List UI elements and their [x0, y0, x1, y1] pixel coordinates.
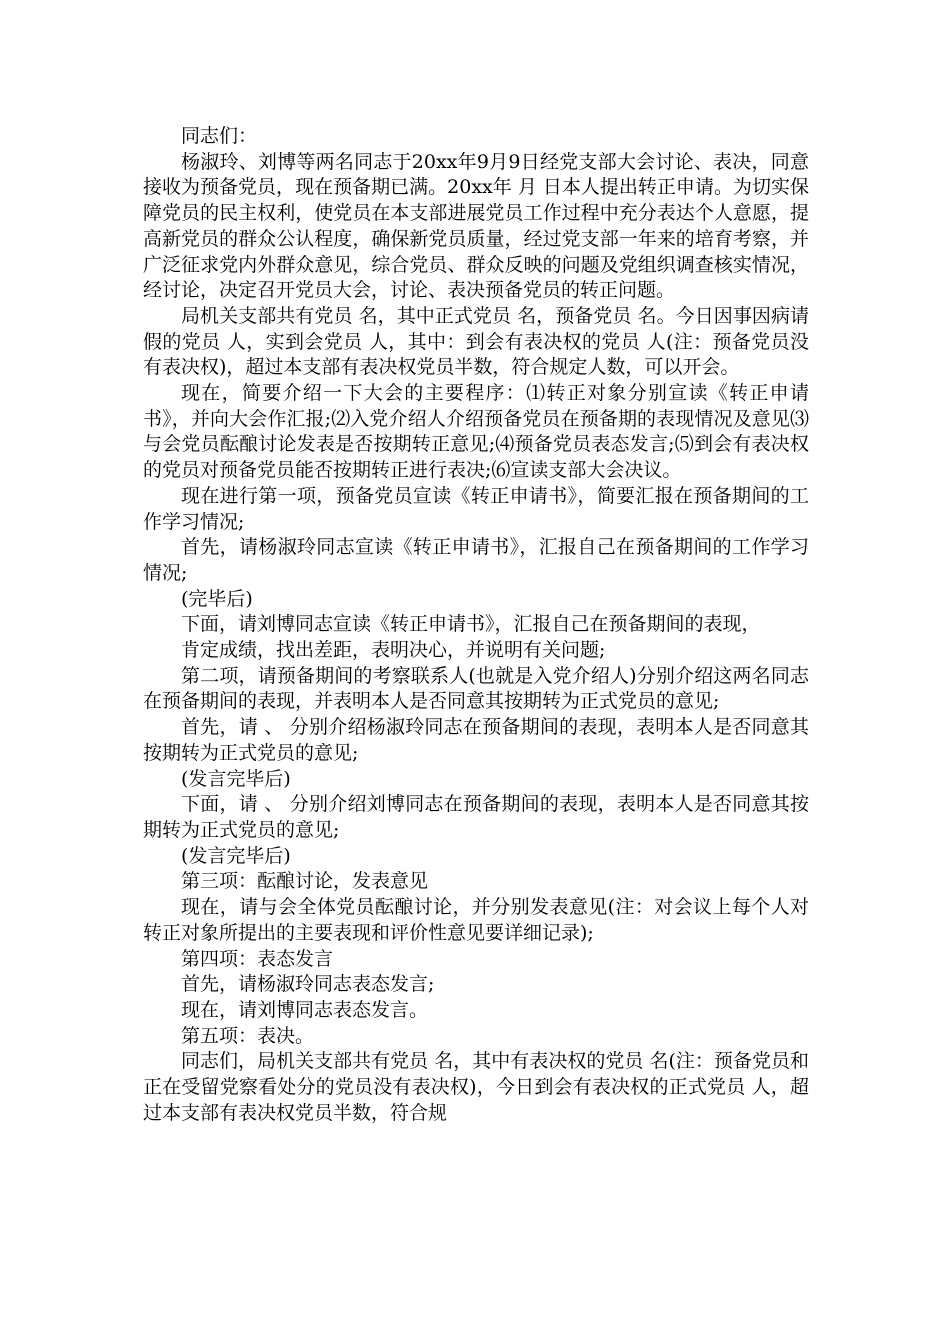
paragraph-item-four: 第四项：表态发言 [181, 947, 334, 970]
paragraph-statement-first: 首先，请杨淑玲同志表态发言; [181, 973, 435, 996]
paragraph-first-reading: 首先，请杨淑玲同志宣读《转正申请书》，汇报自己在预备期间的工作学习情况; [143, 536, 809, 584]
paragraph-second-reading: 下面，请刘博同志宣读《转正申请书》，汇报自己在预备期间的表现， [181, 613, 761, 636]
paragraph-background: 杨淑玲、刘博等两名同志于20xx年9月9日经党支部大会讨论、表决，同意接收为预备党员，现在预备期已满。20xx年 月 日本人提出转正申请。为切实保障党员的民主权利，使党员在本支部进展党员工作过程中充分表达个人意愿，提高新党员的群众公认程度，确保新党员质量，经过党支部一年来的培育考察，并广泛征求党内外群众意见，综合党员、群众反映的问题及党组织调查核实情况，经讨论，决定召开党员大会，讨论、表决预备党员的转正问题。 [143, 150, 809, 302]
paragraph-introducer-first: 首先，请 、 分别介绍杨淑玲同志在预备期间的表现，表明本人是否同意其按期转为正式党员的意见; [143, 716, 809, 764]
paragraph-affirm: 肯定成绩，找出差距，表明决心，并说明有关问题; [181, 639, 606, 662]
paragraph-item-one: 现在进行第一项，预备党员宣读《转正申请书》，简要汇报在预备期间的工作学习情况; [143, 484, 809, 533]
paragraph-statement-second: 现在，请刘博同志表态发言。 [181, 998, 429, 1021]
paragraph-item-three: 第三项：酝酿讨论，发表意见 [181, 870, 429, 893]
paragraph-discussion: 现在，请与会全体党员酝酿讨论，并分别发表意见(注：对会议上每个人对转正对象所提出的主要表现和评价性意见要详细记录); [143, 896, 809, 944]
paragraph-note-finished: (完毕后) [181, 587, 253, 610]
paragraph-note-speech-finished: (发言完毕后) [181, 767, 291, 790]
paragraph-vote: 同志们，局机关支部共有党员 名，其中有表决权的党员 名(注：预备党员和正在受留党察看处分的党员没有表决权)，今日到会有表决权的正式党员 人，超过本支部有表决权党员半数，符合规 [143, 1050, 809, 1124]
paragraph-item-two: 第二项，请预备期间的考察联系人(也就是入党介绍人)分别介绍这两名同志在预备期间的表现，并表明本人是否同意其按期转为正式党员的意见; [143, 664, 809, 713]
paragraph-attendance: 局机关支部共有党员 名，其中正式党员 名，预备党员 名。今日因事因病请假的党员 人，实到会党员 人，其中：到会有表决权的党员 人(注：预备党员没有表决权)，超过本支部有表决权党员半数，符合规定人数，可以开会。 [143, 304, 809, 379]
paragraph-item-five: 第五项：表决。 [181, 1024, 315, 1047]
paragraph-greeting: 同志们： [181, 125, 258, 147]
paragraph-introducer-second: 下面，请 、 分别介绍刘博同志在预备期间的表现，表明本人是否同意其按期转为正式党员的意见; [143, 793, 809, 841]
paragraph-note-speech-finished-2: (发言完毕后) [181, 844, 291, 867]
paragraph-procedure: 现在，简要介绍一下大会的主要程序：⑴转正对象分别宣读《转正申请书》，并向大会作汇报;⑵入党介绍人介绍预备党员在预备期的表现情况及意见⑶与会党员酝酿讨论发表是否按期转正意见;⑷预备党员表态发言;⑸到会有表决权的党员对预备党员能否按期转正进行表决;⑹宣读支部大会决议。 [143, 382, 809, 482]
document-page [143, 124, 809, 1126]
